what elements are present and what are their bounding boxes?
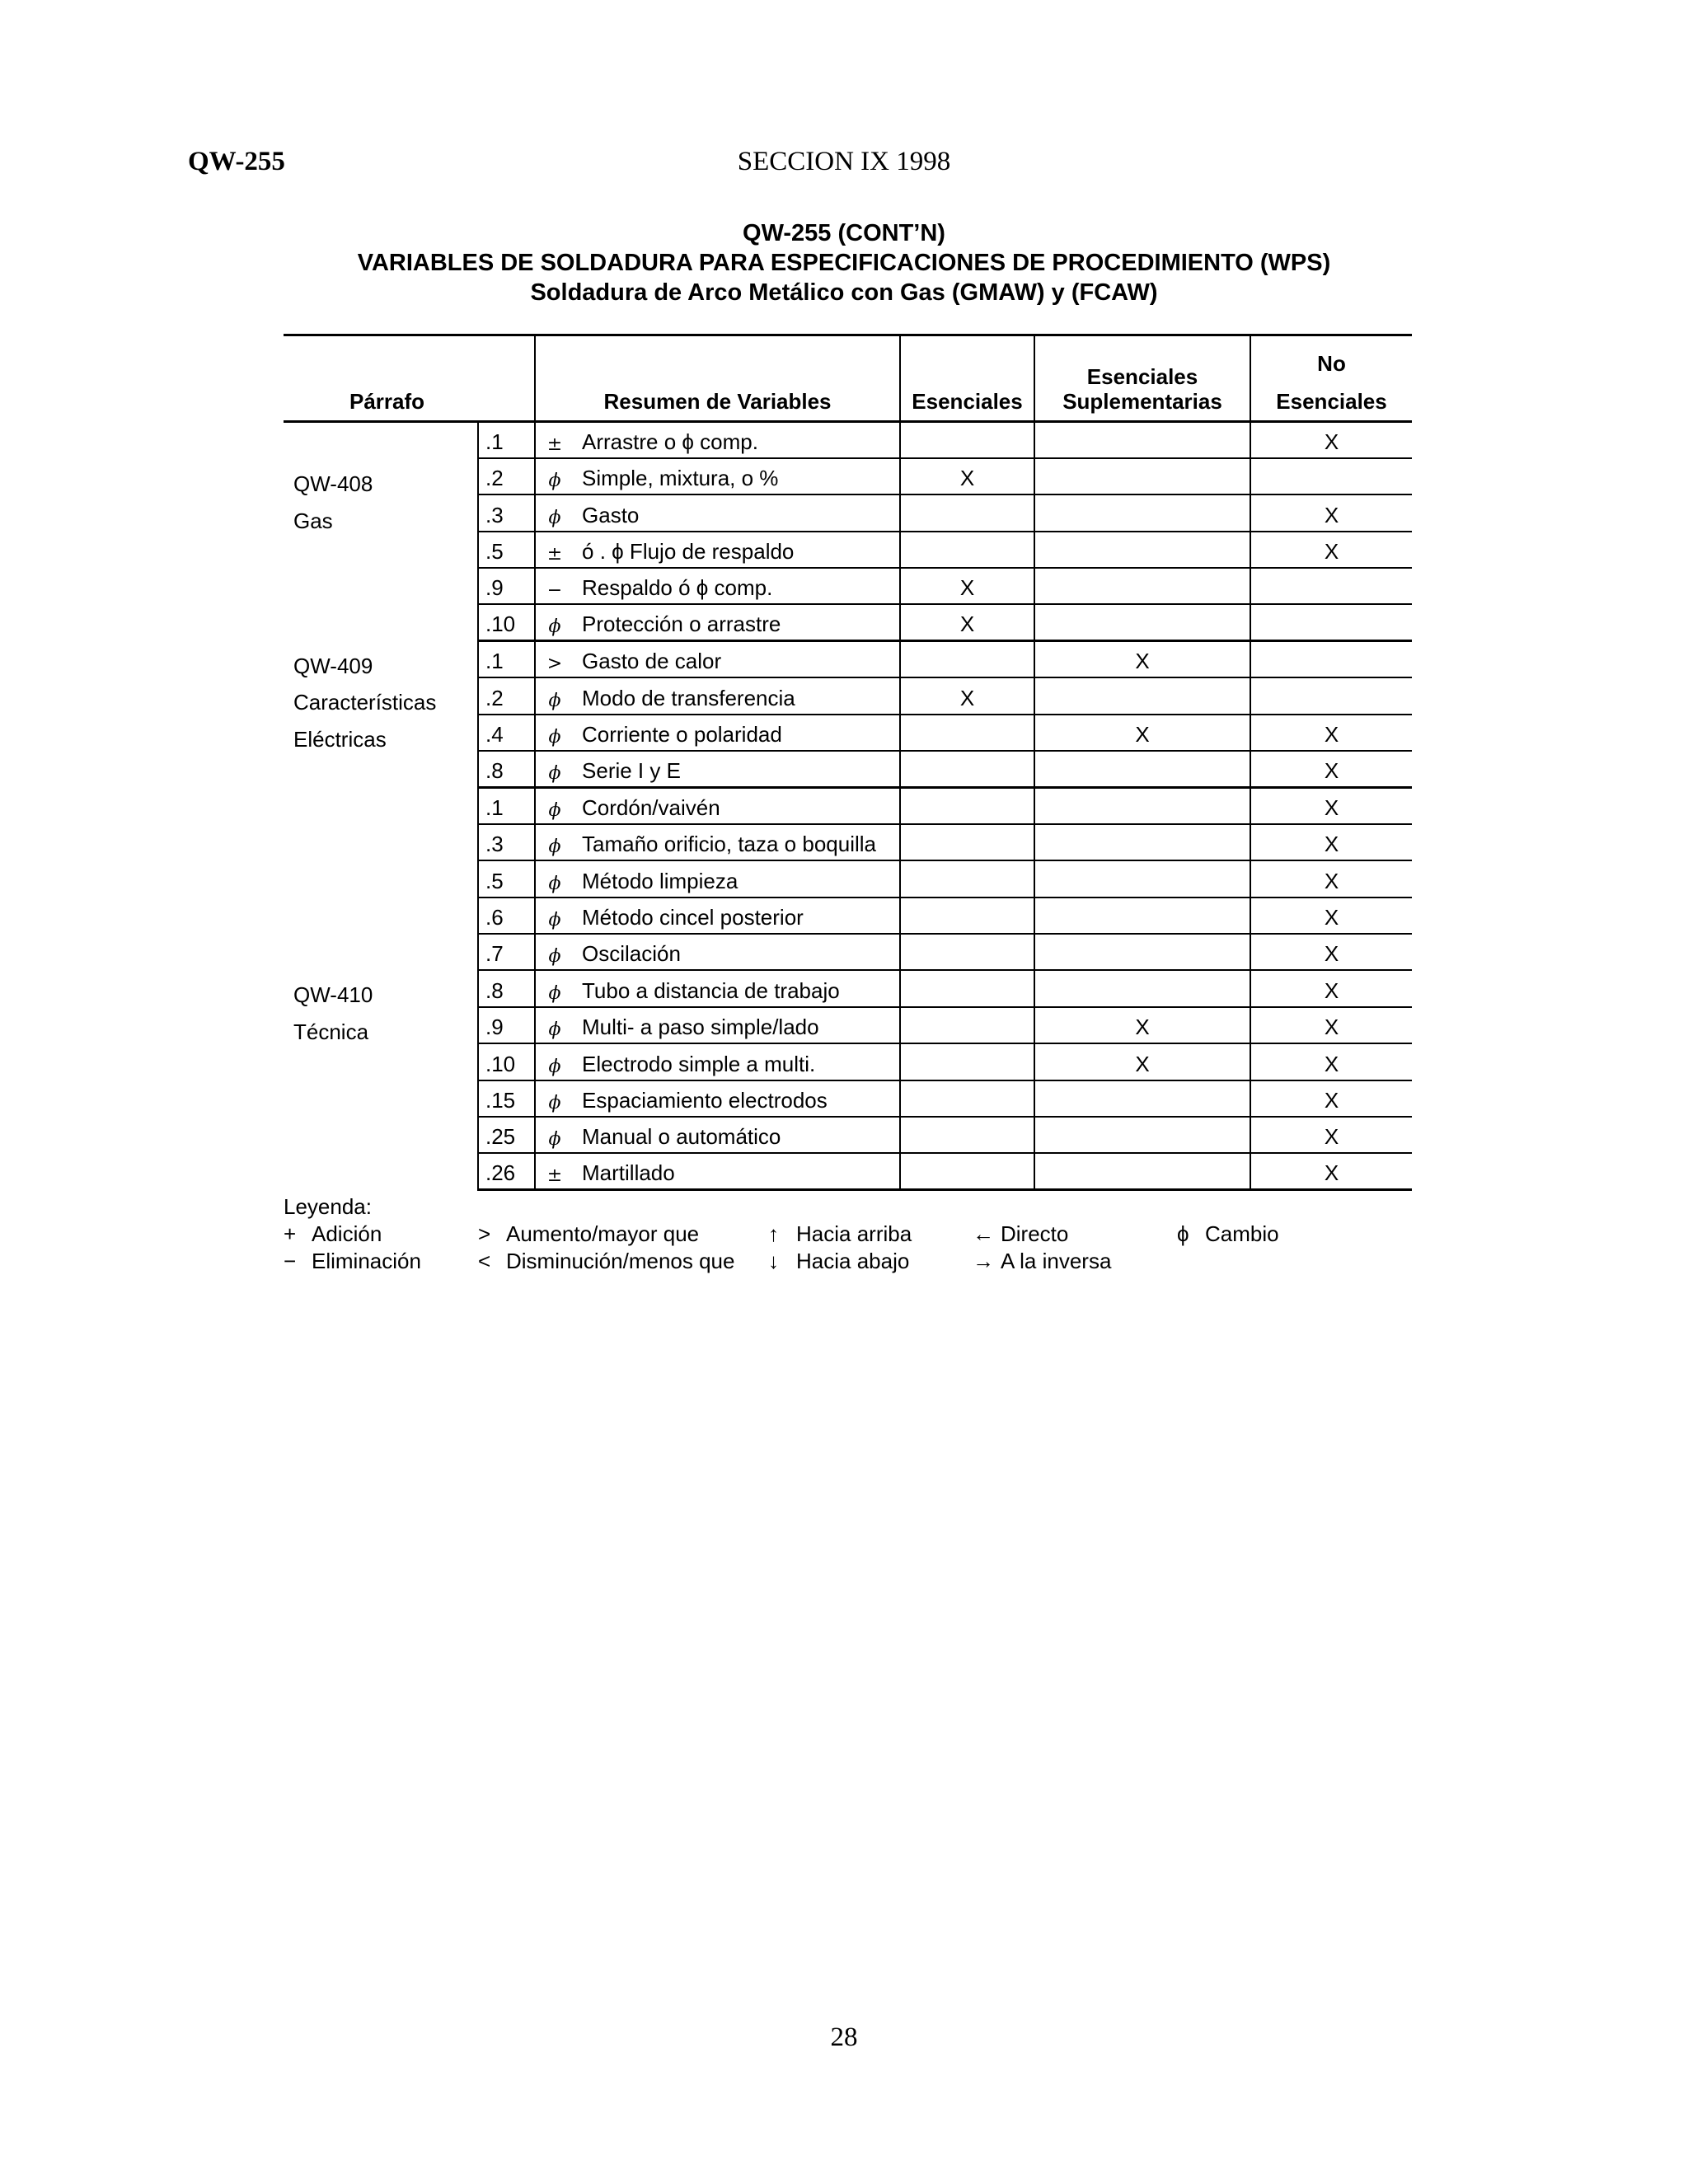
essential-mark: X bbox=[900, 604, 1034, 640]
supplementary-mark bbox=[1034, 677, 1250, 714]
nonessential-mark: X bbox=[1250, 824, 1412, 860]
essential-mark bbox=[900, 824, 1034, 860]
variable-number: .1 bbox=[478, 787, 535, 823]
variable-description: Cordón/vaivén bbox=[574, 787, 900, 823]
change-symbol: ϕ bbox=[535, 604, 574, 640]
variable-number: .6 bbox=[478, 898, 535, 934]
legend-item bbox=[284, 1221, 382, 1248]
change-symbol: ϕ bbox=[535, 824, 574, 860]
change-symbol: ϕ bbox=[535, 494, 574, 531]
variable-description: Multi- a paso simple/lado bbox=[574, 1007, 900, 1043]
variable-description: Manual o automático bbox=[574, 1117, 900, 1153]
change-symbol: ϕ bbox=[535, 1117, 574, 1153]
legend-symbol: + bbox=[284, 1221, 297, 1246]
essential-mark bbox=[900, 494, 1034, 531]
essential-mark bbox=[900, 715, 1034, 751]
legend-text: Hacia abajo bbox=[796, 1249, 910, 1273]
paragraph-label-line bbox=[293, 904, 477, 940]
supplementary-mark: X bbox=[1034, 1043, 1250, 1080]
table-title-line-1: QW-255 (CONT’N) bbox=[743, 220, 945, 246]
variable-description: Tamaño orificio, taza o boquilla bbox=[574, 824, 900, 860]
nonessential-mark: X bbox=[1250, 970, 1412, 1006]
section-title: SECCION IX 1998 bbox=[737, 147, 951, 176]
legend-item bbox=[478, 1221, 699, 1248]
legend-item bbox=[284, 1248, 421, 1275]
variable-number: .1 bbox=[478, 422, 535, 458]
paragraph-label-line bbox=[293, 867, 477, 903]
paragraph-group-label bbox=[284, 787, 478, 1189]
supplementary-mark bbox=[1034, 532, 1250, 568]
paragraph-label-line: QW-409 bbox=[293, 653, 373, 678]
paragraph-label-line bbox=[293, 429, 477, 466]
essential-mark bbox=[900, 1153, 1034, 1189]
legend-text: Directo bbox=[1001, 1221, 1069, 1246]
variable-description: Respaldo ó ϕ comp. bbox=[574, 568, 900, 604]
header-suplementarias bbox=[1034, 335, 1250, 422]
legend-item bbox=[768, 1221, 912, 1248]
header-non-line-1: No bbox=[1317, 351, 1346, 376]
nonessential-mark: X bbox=[1250, 898, 1412, 934]
nonessential-mark: X bbox=[1250, 860, 1412, 897]
essential-mark bbox=[900, 422, 1034, 458]
essential-mark bbox=[900, 1007, 1034, 1043]
variable-description: Gasto de calor bbox=[574, 641, 900, 677]
variable-number: .4 bbox=[478, 715, 535, 751]
legend bbox=[284, 1193, 1355, 1275]
essential-mark: X bbox=[900, 568, 1034, 604]
legend-symbol: ← bbox=[973, 1221, 994, 1246]
variable-number: .8 bbox=[478, 751, 535, 787]
variable-description: Gasto bbox=[574, 494, 900, 531]
variable-number: .1 bbox=[478, 641, 535, 677]
paragraph-label-line: Gas bbox=[293, 508, 333, 533]
paragraph-group-label bbox=[284, 641, 478, 788]
legend-title: Leyenda: bbox=[284, 1194, 372, 1219]
legend-symbol: < bbox=[478, 1249, 491, 1273]
variable-description: Oscilación bbox=[574, 934, 900, 970]
change-symbol: ϕ bbox=[535, 787, 574, 823]
supplementary-mark bbox=[1034, 458, 1250, 494]
header-parrafo: Párrafo bbox=[284, 335, 535, 422]
variable-number: .3 bbox=[478, 494, 535, 531]
variable-number: .15 bbox=[478, 1080, 535, 1117]
nonessential-mark: X bbox=[1250, 532, 1412, 568]
paragraph-label-line: QW-408 bbox=[293, 471, 373, 497]
variable-number: .8 bbox=[478, 970, 535, 1006]
variable-description: ó . ϕ Flujo de respaldo bbox=[574, 532, 900, 568]
essential-mark bbox=[900, 860, 1034, 897]
change-symbol: ϕ bbox=[535, 934, 574, 970]
essential-mark bbox=[900, 1117, 1034, 1153]
variable-description: Protección o arrastre bbox=[574, 604, 900, 640]
variable-description: Modo de transferencia bbox=[574, 677, 900, 714]
variable-number: .2 bbox=[478, 458, 535, 494]
nonessential-mark bbox=[1250, 458, 1412, 494]
legend-text: Adición bbox=[312, 1221, 382, 1246]
legend-symbol: ↑ bbox=[768, 1221, 779, 1246]
header-sup-line-2: Suplementarias bbox=[1062, 389, 1222, 414]
change-symbol: ϕ bbox=[535, 1007, 574, 1043]
variable-number: .5 bbox=[478, 532, 535, 568]
table-titles bbox=[0, 218, 1688, 307]
supplementary-mark bbox=[1034, 1117, 1250, 1153]
supplementary-mark bbox=[1034, 1153, 1250, 1189]
variable-description: Arrastre o ϕ comp. bbox=[574, 422, 900, 458]
nonessential-mark: X bbox=[1250, 1153, 1412, 1189]
legend-text: A la inversa bbox=[1001, 1249, 1112, 1273]
legend-text: Disminución/menos que bbox=[506, 1249, 735, 1273]
table-row bbox=[284, 787, 1412, 823]
paragraph-label-line bbox=[293, 831, 477, 867]
change-symbol: ϕ bbox=[535, 715, 574, 751]
variable-description: Método limpieza bbox=[574, 860, 900, 897]
change-symbol: ϕ bbox=[535, 751, 574, 787]
essential-mark bbox=[900, 641, 1034, 677]
variable-number: .9 bbox=[478, 568, 535, 604]
variable-number: .10 bbox=[478, 1043, 535, 1080]
header-resumen: Resumen de Variables bbox=[535, 335, 900, 422]
essential-mark bbox=[900, 1043, 1034, 1080]
header-esenciales: Esenciales bbox=[900, 335, 1034, 422]
change-symbol: ϕ bbox=[535, 898, 574, 934]
nonessential-mark: X bbox=[1250, 934, 1412, 970]
header-non-line-2: Esenciales bbox=[1276, 389, 1387, 414]
essential-mark bbox=[900, 1080, 1034, 1117]
legend-item bbox=[1177, 1221, 1279, 1248]
nonessential-mark bbox=[1250, 604, 1412, 640]
supplementary-mark bbox=[1034, 422, 1250, 458]
legend-item bbox=[973, 1248, 1111, 1275]
supplementary-mark bbox=[1034, 494, 1250, 531]
change-symbol: ϕ bbox=[535, 1043, 574, 1080]
change-symbol: ϕ bbox=[535, 1080, 574, 1117]
legend-item bbox=[768, 1248, 909, 1275]
nonessential-mark: X bbox=[1250, 1007, 1412, 1043]
change-symbol: ϕ bbox=[535, 860, 574, 897]
table-header-row bbox=[284, 335, 1412, 422]
variable-description: Martillado bbox=[574, 1153, 900, 1189]
paragraph-label-line: Eléctricas bbox=[293, 726, 387, 752]
nonessential-mark: X bbox=[1250, 787, 1412, 823]
header-no-esenciales bbox=[1250, 335, 1412, 422]
nonessential-mark bbox=[1250, 677, 1412, 714]
paragraph-label-line: QW-410 bbox=[293, 982, 373, 1008]
essential-mark bbox=[900, 751, 1034, 787]
variable-number: .10 bbox=[478, 604, 535, 640]
supplementary-mark bbox=[1034, 787, 1250, 823]
legend-symbol: ϕ bbox=[1177, 1221, 1189, 1246]
legend-symbol: → bbox=[973, 1249, 994, 1273]
table-title-line-2: VARIABLES DE SOLDADURA PARA ESPECIFICACIONES DE PROCEDIMIENTO (WPS) bbox=[357, 250, 1331, 276]
paragraph-group-label bbox=[284, 422, 478, 641]
essential-mark bbox=[900, 898, 1034, 934]
variable-description: Corriente o polaridad bbox=[574, 715, 900, 751]
variable-number: .3 bbox=[478, 824, 535, 860]
supplementary-mark bbox=[1034, 824, 1250, 860]
variable-number: .7 bbox=[478, 934, 535, 970]
nonessential-mark: X bbox=[1250, 422, 1412, 458]
variable-number: .25 bbox=[478, 1117, 535, 1153]
wps-variables-table bbox=[284, 334, 1412, 1191]
table-body bbox=[284, 422, 1412, 1190]
supplementary-mark: X bbox=[1034, 641, 1250, 677]
legend-text: Cambio bbox=[1205, 1221, 1279, 1246]
change-symbol: ϕ bbox=[535, 458, 574, 494]
nonessential-mark bbox=[1250, 568, 1412, 604]
paragraph-label-line bbox=[293, 940, 477, 977]
variable-description: Serie I y E bbox=[574, 751, 900, 787]
paragraph-label-line bbox=[293, 794, 477, 830]
essential-mark bbox=[900, 787, 1034, 823]
change-symbol: ± bbox=[535, 422, 574, 458]
supplementary-mark bbox=[1034, 751, 1250, 787]
change-symbol: ϕ bbox=[535, 677, 574, 714]
nonessential-mark: X bbox=[1250, 1080, 1412, 1117]
variable-number: .9 bbox=[478, 1007, 535, 1043]
paragraph-label-line: Técnica bbox=[293, 1019, 369, 1044]
change-symbol: ± bbox=[535, 1153, 574, 1189]
legend-symbol: > bbox=[478, 1221, 491, 1246]
variable-number: .26 bbox=[478, 1153, 535, 1189]
nonessential-mark: X bbox=[1250, 1117, 1412, 1153]
table-title-line-3: Soldadura de Arco Metálico con Gas (GMAW) y (FCAW) bbox=[530, 279, 1158, 306]
legend-text: Eliminación bbox=[312, 1249, 421, 1273]
legend-symbol: ↓ bbox=[768, 1249, 779, 1273]
essential-mark bbox=[900, 970, 1034, 1006]
section-code: QW-255 bbox=[188, 147, 285, 176]
legend-item bbox=[478, 1248, 734, 1275]
nonessential-mark: X bbox=[1250, 1043, 1412, 1080]
nonessential-mark: X bbox=[1250, 715, 1412, 751]
variable-description: Electrodo simple a multi. bbox=[574, 1043, 900, 1080]
essential-mark: X bbox=[900, 677, 1034, 714]
legend-items bbox=[284, 1221, 1355, 1275]
legend-text: Aumento/mayor que bbox=[506, 1221, 700, 1246]
supplementary-mark bbox=[1034, 568, 1250, 604]
legend-item bbox=[973, 1221, 1068, 1248]
variable-description: Espaciamiento electrodos bbox=[574, 1080, 900, 1117]
essential-mark bbox=[900, 934, 1034, 970]
change-symbol: − bbox=[535, 568, 574, 604]
header-sup-line-1: Esenciales bbox=[1086, 364, 1198, 389]
supplementary-mark: X bbox=[1034, 715, 1250, 751]
supplementary-mark bbox=[1034, 604, 1250, 640]
change-symbol: ϕ bbox=[535, 970, 574, 1006]
essential-mark bbox=[900, 532, 1034, 568]
supplementary-mark bbox=[1034, 1080, 1250, 1117]
variable-number: .2 bbox=[478, 677, 535, 714]
legend-text: Hacia arriba bbox=[796, 1221, 912, 1246]
supplementary-mark bbox=[1034, 970, 1250, 1006]
supplementary-mark bbox=[1034, 860, 1250, 897]
change-symbol: ± bbox=[535, 532, 574, 568]
paragraph-label-line: Características bbox=[293, 690, 437, 715]
nonessential-mark bbox=[1250, 641, 1412, 677]
variable-description: Tubo a distancia de trabajo bbox=[574, 970, 900, 1006]
variable-description: Método cincel posterior bbox=[574, 898, 900, 934]
supplementary-mark: X bbox=[1034, 1007, 1250, 1043]
table-row bbox=[284, 641, 1412, 677]
essential-mark: X bbox=[900, 458, 1034, 494]
table-row bbox=[284, 422, 1412, 458]
page-number: 28 bbox=[830, 2022, 858, 2052]
variable-description: Simple, mixtura, o % bbox=[574, 458, 900, 494]
nonessential-mark: X bbox=[1250, 751, 1412, 787]
supplementary-mark bbox=[1034, 898, 1250, 934]
supplementary-mark bbox=[1034, 934, 1250, 970]
nonessential-mark: X bbox=[1250, 494, 1412, 531]
variable-number: .5 bbox=[478, 860, 535, 897]
legend-symbol: − bbox=[284, 1249, 297, 1273]
change-symbol: > bbox=[535, 641, 574, 677]
